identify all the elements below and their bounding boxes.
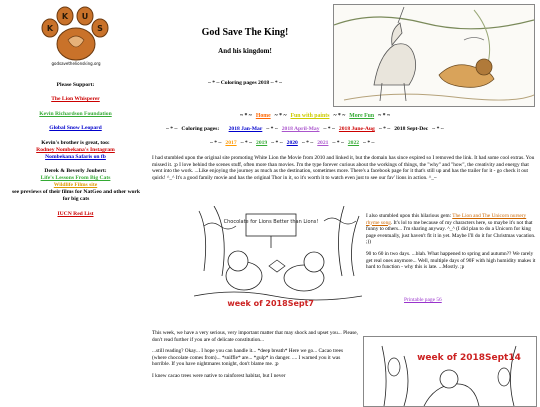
link-global-snow-leopard[interactable]: Global Snow Leopard	[49, 125, 102, 131]
sign-text: Chocolate for Lions Better than Lions!	[223, 219, 319, 225]
joubert-text: Derek & Beverly Joubert:	[44, 168, 107, 174]
link-lifes-lessons[interactable]: Life's Lessons From Big Cats	[40, 175, 111, 181]
paragraph-text: . It's lol to me because of my characters here, so maybe it's not that funny to others... I'm sharing anyway. ^_^ (I did plan to do a Unicorn for king page eventually, just haven't fit it in yet. Maybe I'll do it for Christmas vacation. ;))	[366, 219, 536, 246]
paw-logo-graphic	[35, 4, 115, 68]
nav-home[interactable]: Home	[255, 113, 271, 119]
nav-2021[interactable]: 2021	[317, 140, 329, 146]
year-nav: ~ * ~ 2017 ~ * ~ 2019 ~ * ~ 2020 ~ * ~ 2021 ~ * ~ 2022 ~ * ~	[210, 140, 375, 146]
printable-page-link[interactable]: Printable page 56	[404, 297, 442, 303]
nav-2018-june-aug[interactable]: 2018 June-Aug	[338, 126, 375, 132]
story-paragraph: This week, we have a very serious, very important matter that may shock and upset you... Please, don't read further if you are of delicate constitution...	[152, 330, 358, 343]
logo-letter: K	[46, 24, 54, 33]
logo-caption: godsavethelionsking.org	[51, 61, 101, 66]
week-label-sept7: week of 2018Sept7	[227, 299, 314, 308]
nav-2020[interactable]: 2020	[286, 140, 298, 146]
link-rodney-instagram[interactable]: Rodney Nombekana's Instagram	[36, 147, 115, 153]
main-nav: ~ * ~ Home ~ * ~ Fun with paints ~ * ~ More Fun ~ * ~	[240, 113, 390, 119]
site-logo[interactable]	[35, 4, 115, 68]
lion-unicorn-song-link[interactable]: The Lion and The Unicorn nursery rhyme song	[366, 213, 527, 226]
nav-2022[interactable]: 2022	[347, 140, 360, 146]
nav-coloring-prefix: Coloring pages:	[181, 126, 220, 132]
week-label-sept14: week of 2018Sept14	[417, 353, 521, 363]
brother-text: Kevin's brother is great, too:	[41, 140, 110, 146]
logo-letter: U	[81, 12, 89, 21]
intro-paragraph: I had stumbled upon the original site promoting White Lion the Movie from 2010 and linked it, but the domain has since expired so I removed the link. It had some cool extras. You missed it. ;p I love behind the scenes stuff, often more than movies. I'm the type forever curious about the workings of things, the "why" and "how", the creativity and energy that went into the work. ...Like enjoying the journey as much as the destination, sometimes more. There's a facebook page for it that's still up and has the trailer for it - go check it out quick! ^_^ It's a good family movie and has the original Thor in it, so it's worth it to watch even just to see our fav' lions in action. ^_~	[152, 155, 535, 181]
nav-2018-sept-dec-current: 2018 Sept-Dec	[394, 126, 429, 132]
coloring-pages-nav: ~ * ~ Coloring pages: 2018 Jan-Mar ~ * ~ 2018 April-May ~ * ~ 2018 June-Aug ~ * ~ 2018 Sept-Dec ~ * ~	[166, 126, 444, 132]
coloring-heading: ~ * ~ Coloring pages 2018 ~ * ~	[207, 80, 283, 86]
link-kevin-richardson-foundation[interactable]: Kevin Richardson Foundation	[39, 111, 112, 117]
nav-2018-april-may[interactable]: 2018 April-May	[281, 126, 320, 132]
header-illustration	[333, 4, 535, 107]
logo-letter: S	[97, 24, 103, 33]
page-title: God Save The King!	[201, 27, 289, 38]
coloring-page-image-sept7[interactable]	[194, 206, 362, 309]
unicorn-lion-drawing	[334, 5, 534, 106]
nav-more-fun[interactable]: More Fun	[349, 113, 375, 119]
right-column-text	[366, 213, 538, 276]
link-wildlife-films[interactable]: Wildlife Films site	[53, 182, 98, 188]
coloring-page-drawing	[364, 337, 536, 406]
nav-fun-with-paints[interactable]: Fun with paints	[290, 113, 330, 119]
story-paragraph: I knew cacao trees were native to rainforest habitat, but I never	[152, 372, 286, 379]
nav-2018-jan-mar[interactable]: 2018 Jan-Mar	[228, 126, 263, 132]
story-text	[152, 330, 358, 385]
link-nombekana-safaris[interactable]: Nombekana Safaris on fb	[45, 154, 106, 160]
nav-2017[interactable]: 2017	[225, 140, 237, 146]
coloring-page-drawing	[194, 206, 362, 309]
paragraph-text: I also stumbled upon this hilarious gem:	[366, 213, 453, 219]
weather-paragraph: 90 to 60 in two days. ...blah. What happened to spring and autumn?? We rarely get real ones anymore... Well, multiple days of 90F with high humidity makes it hard to function - why this is late. ...Mostly. ;p	[366, 250, 536, 271]
lion-unicorn-paragraph	[366, 213, 538, 246]
joubert-note: see previews of their films for NatGeo and other work for big cats	[11, 189, 141, 202]
nav-2019[interactable]: 2019	[256, 140, 268, 146]
link-lion-whisperer[interactable]: The Lion Whisperer	[51, 96, 100, 102]
page-subtitle: And his kingdom!	[218, 47, 272, 55]
coloring-page-image-sept14[interactable]	[363, 336, 537, 407]
story-paragraph: ...still reading? Okay... I hope you can handle it... *deep breath* Here we go... Cacao trees (where chocolate comes from)... *sniffle* are... *gulp* in danger. .... I warned you it was horrible. If you have nightmares tonight, don't blame me. ;p	[152, 348, 344, 368]
link-iucn-red-list[interactable]: IUCN Red List	[57, 211, 94, 217]
logo-letter: K	[61, 12, 69, 21]
support-heading: Please Support:	[56, 82, 95, 88]
